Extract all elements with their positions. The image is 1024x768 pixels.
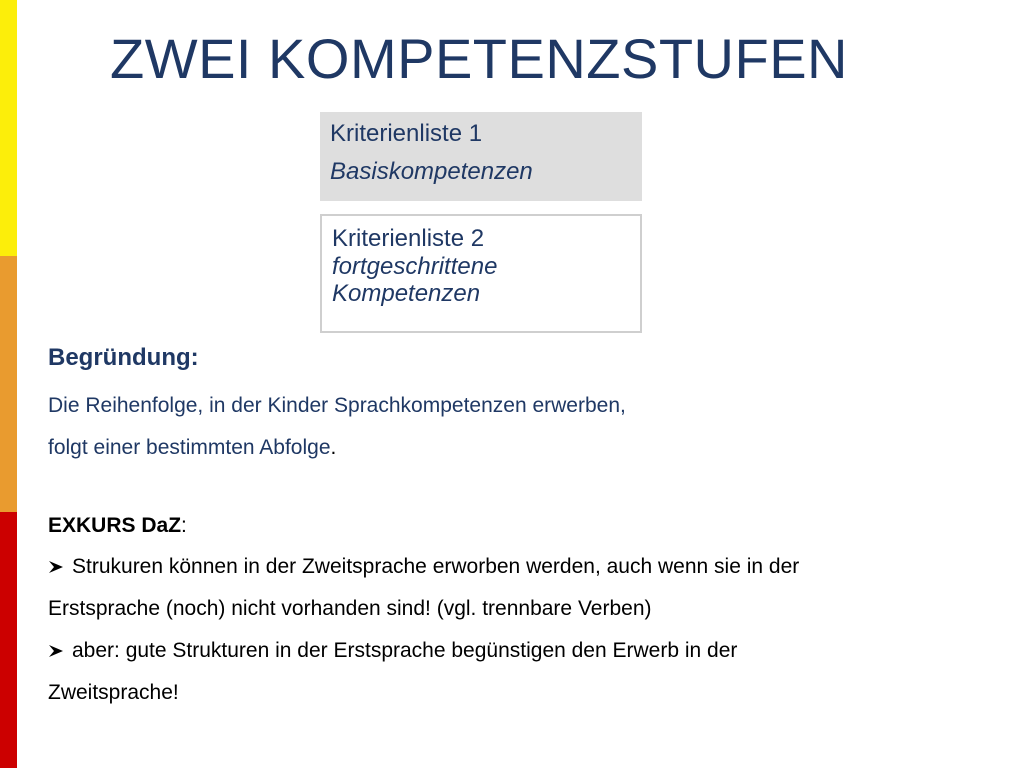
- criteria-box-basic-subtitle: Basiskompetenzen: [330, 157, 533, 185]
- exkurs-item-2-text-1: aber: gute Strukturen in der Erstsprache begünstigen den Erwerb in der: [72, 639, 738, 662]
- criteria-box-basic: [320, 112, 642, 201]
- criteria-box-basic-label: Kriterienliste 1: [330, 120, 483, 147]
- criteria-box-advanced-subtitle-line1: fortgeschrittene: [332, 252, 498, 280]
- reason-heading: Begründung:: [48, 344, 199, 371]
- exkurs-item-1-line-2: Erstsprache (noch) nicht vorhanden sind! (vgl. trennbare Verben): [48, 597, 652, 620]
- exkurs-item-2-line-2: Zweitsprache!: [48, 681, 179, 704]
- exkurs-item-1: [48, 546, 978, 630]
- exkurs-item-1-text-1: Strukuren können in der Zweitsprache erworben werden, auch wenn sie in der: [72, 555, 800, 578]
- accent-stripe-yellow: [0, 0, 17, 256]
- exkurs-heading-text: EXKURS DaZ: [48, 514, 182, 537]
- criteria-box-advanced: [320, 214, 642, 333]
- slide-title: ZWEI KOMPETENZSTUFEN: [110, 27, 848, 90]
- arrow-bullet-icon: [48, 560, 64, 574]
- accent-stripe-red: [0, 512, 17, 768]
- arrow-bullet-icon: [48, 644, 64, 658]
- reason-line-2: [48, 427, 948, 469]
- exkurs-item-2-line-1: [48, 630, 978, 672]
- exkurs-heading-colon: :: [181, 514, 187, 537]
- reason-line-2-period: .: [330, 436, 337, 459]
- exkurs-heading: [48, 506, 978, 546]
- exkurs-section: [48, 506, 978, 714]
- exkurs-item-2: [48, 630, 978, 714]
- exkurs-item-1-line-1: [48, 546, 978, 588]
- reason-line-2-text: folgt einer bestimmten Abfolge: [48, 436, 331, 459]
- reason-line-1: Die Reihenfolge, in der Kinder Sprachkompetenzen erwerben,: [48, 394, 626, 417]
- accent-stripe-orange: [0, 256, 17, 512]
- criteria-box-advanced-subtitle-line2: Kompetenzen: [332, 280, 481, 308]
- criteria-box-advanced-label: Kriterienliste 2: [332, 225, 485, 252]
- reason-text: [48, 385, 948, 469]
